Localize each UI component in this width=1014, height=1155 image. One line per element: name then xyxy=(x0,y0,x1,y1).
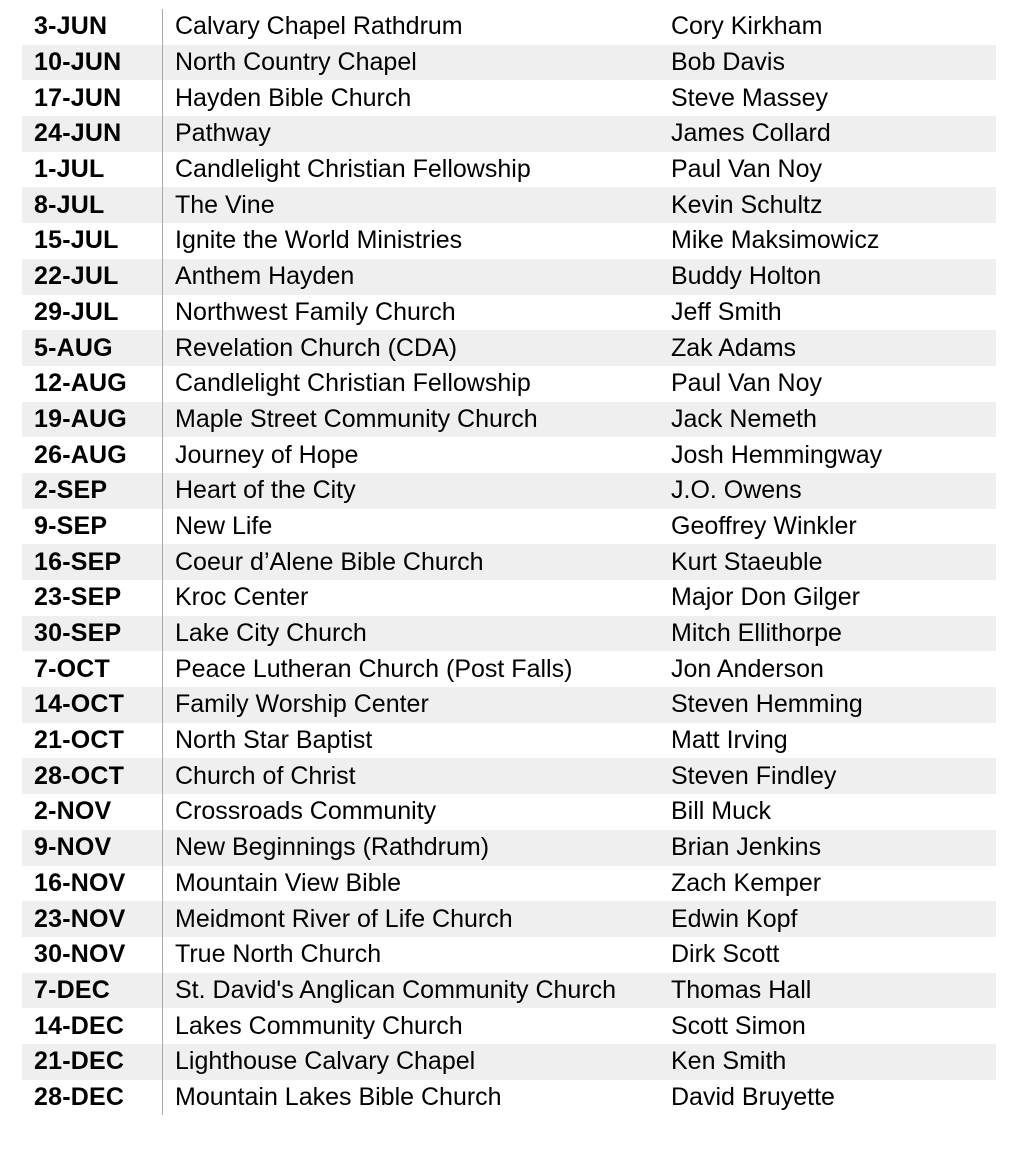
table-row xyxy=(22,366,996,402)
date-cell: 3-JUN xyxy=(34,12,108,41)
date-cell: 16-NOV xyxy=(34,868,126,897)
table-row xyxy=(22,223,996,259)
date-cell: 1-JUL xyxy=(34,155,105,184)
church-cell: Ignite the World Ministries xyxy=(175,228,463,254)
date-cell: 24-JUN xyxy=(34,119,122,148)
church-cell: North Star Baptist xyxy=(175,728,373,754)
date-cell: 23-SEP xyxy=(34,583,122,612)
date-cell: 19-AUG xyxy=(34,404,127,433)
speaker-cell: Mitch Ellithorpe xyxy=(671,621,842,647)
date-cell: 7-OCT xyxy=(34,654,110,683)
speaker-cell: Bill Muck xyxy=(671,799,772,825)
table-row xyxy=(22,687,996,723)
church-cell: New Beginnings (Rathdrum) xyxy=(175,835,490,861)
table-row xyxy=(22,866,996,902)
speaker-cell: David Bruyette xyxy=(671,1084,835,1110)
church-cell: Coeur d’Alene Bible Church xyxy=(175,549,484,575)
table-row xyxy=(22,580,996,616)
speaker-cell: Cory Kirkham xyxy=(671,14,823,40)
speaker-cell: Brian Jenkins xyxy=(671,835,822,861)
church-cell: Lakes Community Church xyxy=(175,1013,463,1039)
church-cell: Candlelight Christian Fellowship xyxy=(175,371,531,397)
church-cell: Anthem Hayden xyxy=(175,264,355,290)
date-cell: 28-OCT xyxy=(34,761,125,790)
table-row xyxy=(22,794,996,830)
table-row xyxy=(22,45,996,81)
date-cell: 8-JUL xyxy=(34,190,105,219)
church-cell: St. David's Anglican Community Church xyxy=(175,977,617,1003)
speaker-cell: Dirk Scott xyxy=(671,942,780,968)
table-row xyxy=(22,901,996,937)
schedule-table xyxy=(22,9,996,1115)
date-cell: 2-SEP xyxy=(34,476,108,505)
speaker-cell: Matt Irving xyxy=(671,728,788,754)
date-cell: 10-JUN xyxy=(34,48,122,77)
speaker-cell: Bob Davis xyxy=(671,50,785,76)
speaker-cell: Thomas Hall xyxy=(671,977,812,1003)
speaker-cell: Paul Van Noy xyxy=(671,157,823,183)
speaker-cell: Jack Nemeth xyxy=(671,406,817,432)
table-row xyxy=(22,723,996,759)
date-cell: 16-SEP xyxy=(34,547,122,576)
table-row xyxy=(22,259,996,295)
table-row xyxy=(22,1080,996,1116)
church-cell: Revelation Church (CDA) xyxy=(175,335,458,361)
church-cell: Heart of the City xyxy=(175,478,356,504)
church-cell: Meidmont River of Life Church xyxy=(175,906,513,932)
table-row xyxy=(22,830,996,866)
speaker-cell: Kevin Schultz xyxy=(671,192,823,218)
table-row xyxy=(22,187,996,223)
date-cell: 30-SEP xyxy=(34,619,122,648)
church-cell: Maple Street Community Church xyxy=(175,406,538,432)
speaker-cell: Mike Maksimowicz xyxy=(671,228,880,254)
date-cell: 22-JUL xyxy=(34,262,119,291)
table-row xyxy=(22,544,996,580)
date-cell: 26-AUG xyxy=(34,440,127,469)
date-cell: 30-NOV xyxy=(34,940,126,969)
church-cell: Crossroads Community xyxy=(175,799,437,825)
speaker-cell: Steven Findley xyxy=(671,763,837,789)
speaker-cell: Jon Anderson xyxy=(671,656,824,682)
speaker-cell: Major Don Gilger xyxy=(671,585,860,611)
table-row xyxy=(22,937,996,973)
table-row xyxy=(22,616,996,652)
date-cell: 14-OCT xyxy=(34,690,125,719)
church-cell: True North Church xyxy=(175,942,382,968)
date-cell: 23-NOV xyxy=(34,904,126,933)
date-cell: 21-OCT xyxy=(34,726,125,755)
table-row xyxy=(22,651,996,687)
church-cell: Journey of Hope xyxy=(175,442,359,468)
church-cell: Candlelight Christian Fellowship xyxy=(175,157,531,183)
table-row xyxy=(22,402,996,438)
church-cell: Peace Lutheran Church (Post Falls) xyxy=(175,656,573,682)
date-cell: 17-JUN xyxy=(34,83,122,112)
church-cell: Pathway xyxy=(175,121,271,147)
church-cell: Lighthouse Calvary Chapel xyxy=(175,1049,476,1075)
speaker-cell: Kurt Staeuble xyxy=(671,549,823,575)
speaker-cell: Scott Simon xyxy=(671,1013,806,1039)
speaker-cell: J.O. Owens xyxy=(671,478,802,504)
speaker-cell: Paul Van Noy xyxy=(671,371,823,397)
church-cell: New Life xyxy=(175,513,273,539)
table-row xyxy=(22,330,996,366)
church-cell: Family Worship Center xyxy=(175,692,429,718)
table-row xyxy=(22,295,996,331)
church-cell: North Country Chapel xyxy=(175,50,417,76)
speaker-cell: Geoffrey Winkler xyxy=(671,513,857,539)
church-cell: Northwest Family Church xyxy=(175,299,456,325)
table-row xyxy=(22,80,996,116)
church-cell: Calvary Chapel Rathdrum xyxy=(175,14,463,40)
church-cell: The Vine xyxy=(175,192,275,218)
church-cell: Hayden Bible Church xyxy=(175,85,412,111)
date-cell: 2-NOV xyxy=(34,797,112,826)
date-cell: 9-SEP xyxy=(34,511,108,540)
date-cell: 21-DEC xyxy=(34,1047,125,1076)
table-row xyxy=(22,1044,996,1080)
table-row xyxy=(22,1008,996,1044)
date-cell: 15-JUL xyxy=(34,226,119,255)
speaker-cell: James Collard xyxy=(671,121,831,147)
table-row xyxy=(22,758,996,794)
speaker-cell: Steve Massey xyxy=(671,85,829,111)
table-row xyxy=(22,509,996,545)
church-cell: Lake City Church xyxy=(175,621,367,647)
speaker-cell: Ken Smith xyxy=(671,1049,787,1075)
date-cell: 29-JUL xyxy=(34,297,119,326)
speaker-cell: Josh Hemmingway xyxy=(671,442,883,468)
church-cell: Mountain View Bible xyxy=(175,870,402,896)
date-cell: 7-DEC xyxy=(34,975,111,1004)
table-row xyxy=(22,116,996,152)
speaker-cell: Zak Adams xyxy=(671,335,797,361)
table-row xyxy=(22,152,996,188)
date-cell: 9-NOV xyxy=(34,833,112,862)
speaker-cell: Buddy Holton xyxy=(671,264,822,290)
speaker-cell: Steven Hemming xyxy=(671,692,863,718)
date-cell: 28-DEC xyxy=(34,1082,125,1111)
date-cell: 12-AUG xyxy=(34,369,127,398)
table-row xyxy=(22,437,996,473)
church-cell: Kroc Center xyxy=(175,585,309,611)
speaker-cell: Jeff Smith xyxy=(671,299,782,325)
table-row xyxy=(22,473,996,509)
church-cell: Mountain Lakes Bible Church xyxy=(175,1084,502,1110)
speaker-cell: Edwin Kopf xyxy=(671,906,798,932)
date-cell: 14-DEC xyxy=(34,1011,125,1040)
date-cell: 5-AUG xyxy=(34,333,113,362)
table-row xyxy=(22,9,996,45)
table-row xyxy=(22,973,996,1009)
church-cell: Church of Christ xyxy=(175,763,356,789)
speaker-cell: Zach Kemper xyxy=(671,870,822,896)
